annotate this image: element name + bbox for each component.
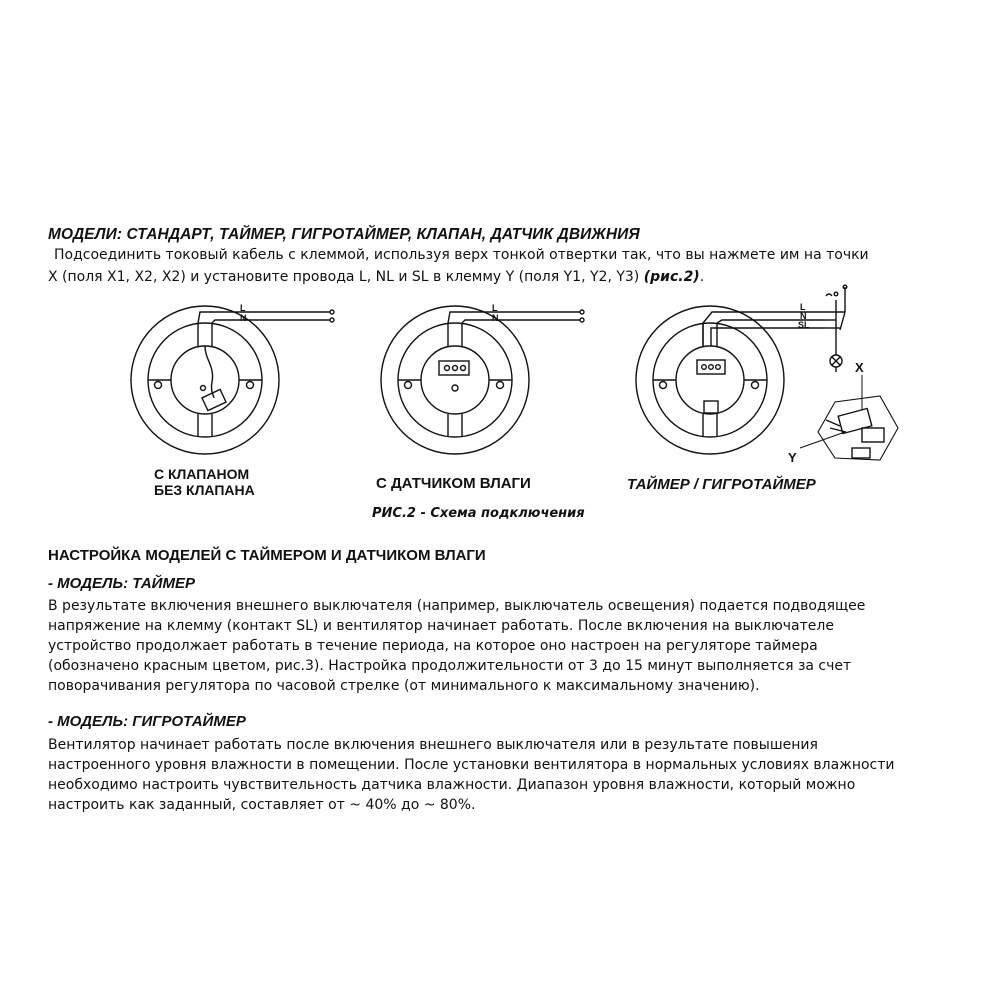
wire-L-label-3: L: [800, 302, 806, 312]
timer-paragraph: [48, 596, 865, 696]
detail-label-y: Y: [788, 450, 797, 465]
caption-valve-line-1: С КЛАПАНОМ: [154, 466, 250, 482]
figure-caption: РИС.2 - Схема подключения: [372, 506, 585, 521]
wire-L-label-2: L: [492, 303, 498, 313]
wire-SL-label-3: SL: [798, 320, 810, 330]
wire-L-label-1: L: [240, 303, 246, 313]
diagram-humidity-sensor: [381, 306, 584, 454]
timer-line: поворачивания регулятора по часовой стрелке (от минимального к максимальному значению).: [48, 678, 760, 694]
timer-line: напряжение на клемму (контакт SL) и вентилятор начинает работать. После включения на выключателе: [48, 618, 834, 634]
wiring-diagrams: [0, 280, 1000, 480]
hygro-line: необходимо настроить чувствительность датчика влажности. Диапазон уровня влажности, который можно: [48, 777, 856, 793]
caption-timer-hygrotimer: ТАЙМЕР / ГИГРОТАЙМЕР: [627, 476, 816, 493]
hygrotimer-paragraph: [48, 735, 895, 815]
wire-N-label-3: N: [800, 311, 807, 321]
wire-N-label-2: N: [492, 313, 499, 323]
wire-N-label-1: N: [240, 313, 247, 323]
intro-line-1: Подсоединить токовый кабель с клеммой, используя верх тонкой отвертки так, что вы нажмете им на точки: [54, 247, 869, 263]
diagram-valve: [131, 306, 334, 454]
timer-line: (обозначено красным цветом, рис.3). Настройка продолжительности от 3 до 15 минут выполняется за счет: [48, 658, 852, 674]
timer-line: устройство продолжает работать в течение периода, на которое оно настроен на регуляторе таймера: [48, 638, 818, 654]
intro-tail: .: [699, 269, 705, 285]
timer-model-title: - МОДЕЛЬ: ТАЙМЕР: [48, 575, 195, 592]
settings-title: НАСТРОЙКА МОДЕЛЕЙ С ТАЙМЕРОМ И ДАТЧИКОМ ВЛАГИ: [48, 547, 486, 564]
intro-figure-ref: (рис.2): [643, 269, 700, 285]
hygro-line: Вентилятор начинает работать после включения внешнего выключателя или в результате повышения: [48, 737, 818, 753]
caption-valve: [154, 466, 255, 498]
hygro-line: настроенного уровня влажности в помещении. После установки вентилятора в нормальных условиях влажности: [48, 757, 895, 773]
timer-line: В результате включения внешнего выключателя (например, выключатель освещения) подается подводящее: [48, 598, 866, 614]
hygro-line: настроить как заданный, составляет от ~ 40% до ~ 80%.: [48, 797, 476, 813]
hygrotimer-model-title: - МОДЕЛЬ: ГИГРОТАЙМЕР: [48, 713, 246, 730]
detail-label-x: X: [855, 360, 864, 375]
models-heading: МОДЕЛИ: СТАНДАРТ, ТАЙМЕР, ГИГРОТАЙМЕР, КЛАПАН, ДАТЧИК ДВИЖНИЯ: [48, 226, 640, 243]
intro-line-2-text: X (поля X1, X2, X2) и установите провода L, NL и SL в клемму Y (поля Y1, Y2, Y3): [48, 269, 640, 285]
caption-humidity-sensor: С ДАТЧИКОМ ВЛАГИ: [376, 475, 531, 492]
caption-valve-line-2: БЕЗ КЛАПАНА: [154, 482, 255, 498]
